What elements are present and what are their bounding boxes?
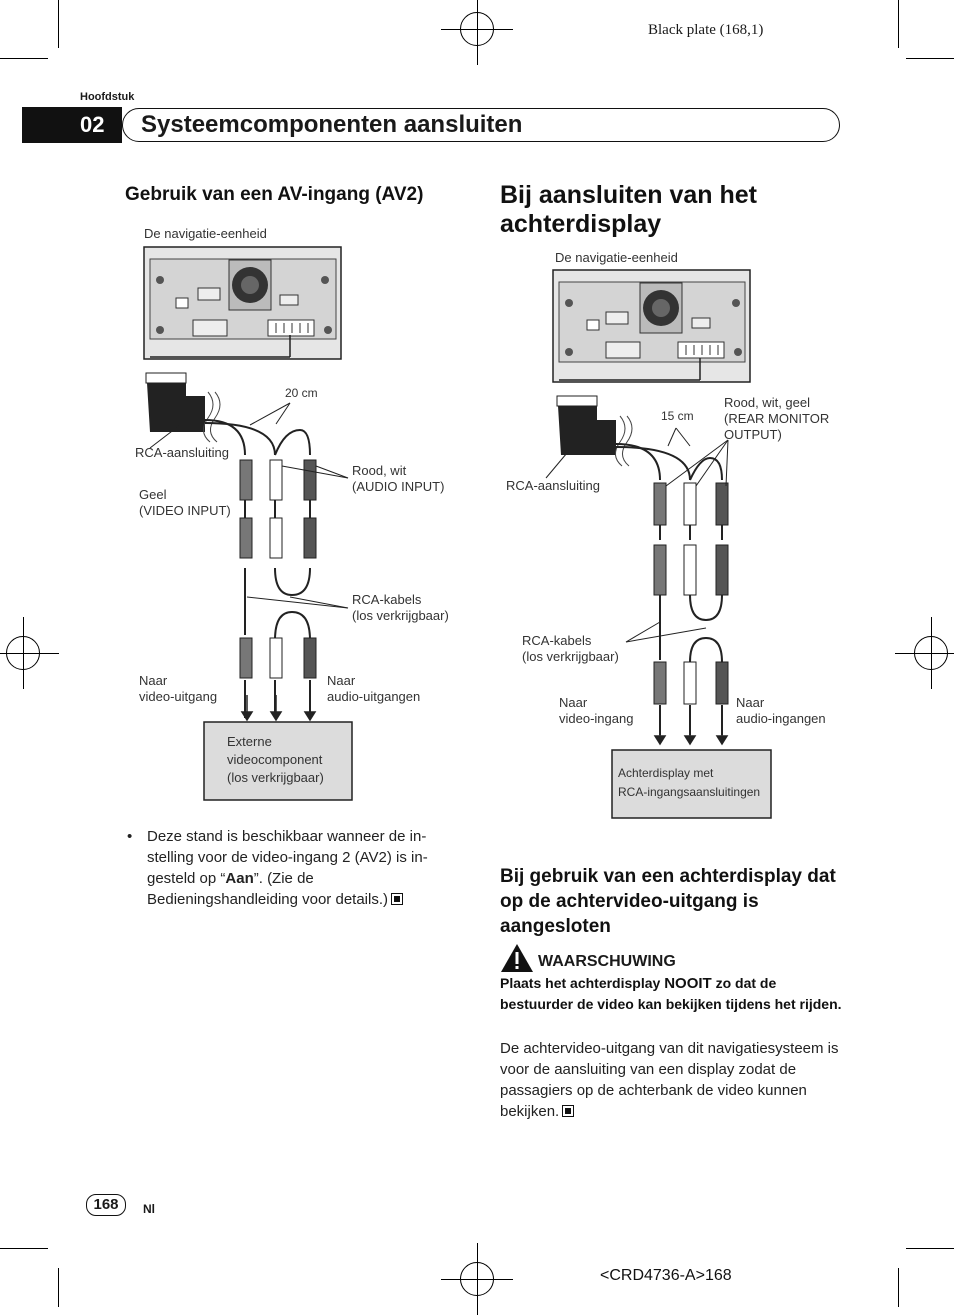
rca-connector-label-left: RCA-aansluiting xyxy=(135,445,229,460)
av2-note-bullet: • Deze stand is beschikbaar wanneer de in-stelling voor de video-ingang 2 (AV2) is in-gesteld op “Aan”. (Zie de Bedieningshandleiding voor details.) xyxy=(127,828,428,908)
section-heading-rear-video-output: Bij gebruik van een achterdisplay dat op de achtervideo-uitgang is aangesloten xyxy=(500,866,836,937)
plate-label: Black plate (168,1) xyxy=(648,22,764,38)
end-mark-icon xyxy=(391,893,403,905)
chapter-number: 02 xyxy=(22,107,122,143)
red-white-audio-input-label: Rood, wit (AUDIO INPUT) xyxy=(352,463,445,494)
rca-cables-label-left: RCA-kabels (los verkrijgbaar) xyxy=(352,592,449,623)
rear-video-description: De achtervideo-uitgang van dit navigatiesysteem is voor de aansluiting van een display zodat de passagiers op de achterbank de video kunnen bekijken. xyxy=(500,1040,839,1120)
bullet-dot: • xyxy=(127,828,133,845)
rca-cables-label-right: RCA-kabels (los verkrijgbaar) xyxy=(522,633,619,664)
navigation-unit-right xyxy=(553,270,750,382)
warning-text: Plaats het achterdisplay NOOIT zo dat de bestuurder de video kan bekijken tijdens het rijden. xyxy=(500,975,842,1012)
document-code: <CRD4736-A>168 xyxy=(600,1267,732,1284)
rca-connector-right xyxy=(557,396,632,466)
video-input-label: Naar video-ingang xyxy=(559,695,634,726)
section-heading-av-input: Gebruik van een AV-ingang (AV2) xyxy=(125,184,424,205)
navigation-unit-label-right: De navigatie-eenheid xyxy=(555,250,678,265)
rca-connector-left xyxy=(146,373,220,442)
page-number: 168 xyxy=(86,1194,126,1216)
section-heading-rear-display: Bij aansluiten van het achterdisplay xyxy=(500,181,758,238)
cable-length-label-left: 20 cm xyxy=(285,386,318,400)
chapter-title: Systeemcomponenten aansluiten xyxy=(122,108,840,142)
warning-triangle-icon xyxy=(500,943,534,973)
cable-length-label-right: 15 cm xyxy=(661,409,694,423)
yellow-video-input-label: Geel (VIDEO INPUT) xyxy=(139,487,231,518)
audio-inputs-label: Naar audio-ingangen xyxy=(736,695,826,726)
external-video-component-box: Externe videocomponent (los verkrijgbaar) xyxy=(227,734,324,785)
navigation-unit-label-left: De navigatie-eenheid xyxy=(144,226,267,241)
end-mark-icon xyxy=(562,1105,574,1117)
language-code: Nl xyxy=(143,1202,155,1216)
warning-title: WAARSCHUWING xyxy=(538,953,676,970)
rca-connector-label-right: RCA-aansluiting xyxy=(506,478,600,493)
rear-display-box: Achterdisplay met RCA-ingangsaansluitingen xyxy=(618,766,761,799)
chapter-label: Hoofdstuk xyxy=(80,91,135,103)
video-output-label: Naar video-uitgang xyxy=(139,673,218,704)
audio-outputs-label: Naar audio-uitgangen xyxy=(327,673,421,704)
navigation-unit-left xyxy=(144,247,341,359)
rear-monitor-output-label: Rood, wit, geel (REAR MONITOR OUTPUT) xyxy=(724,395,830,442)
